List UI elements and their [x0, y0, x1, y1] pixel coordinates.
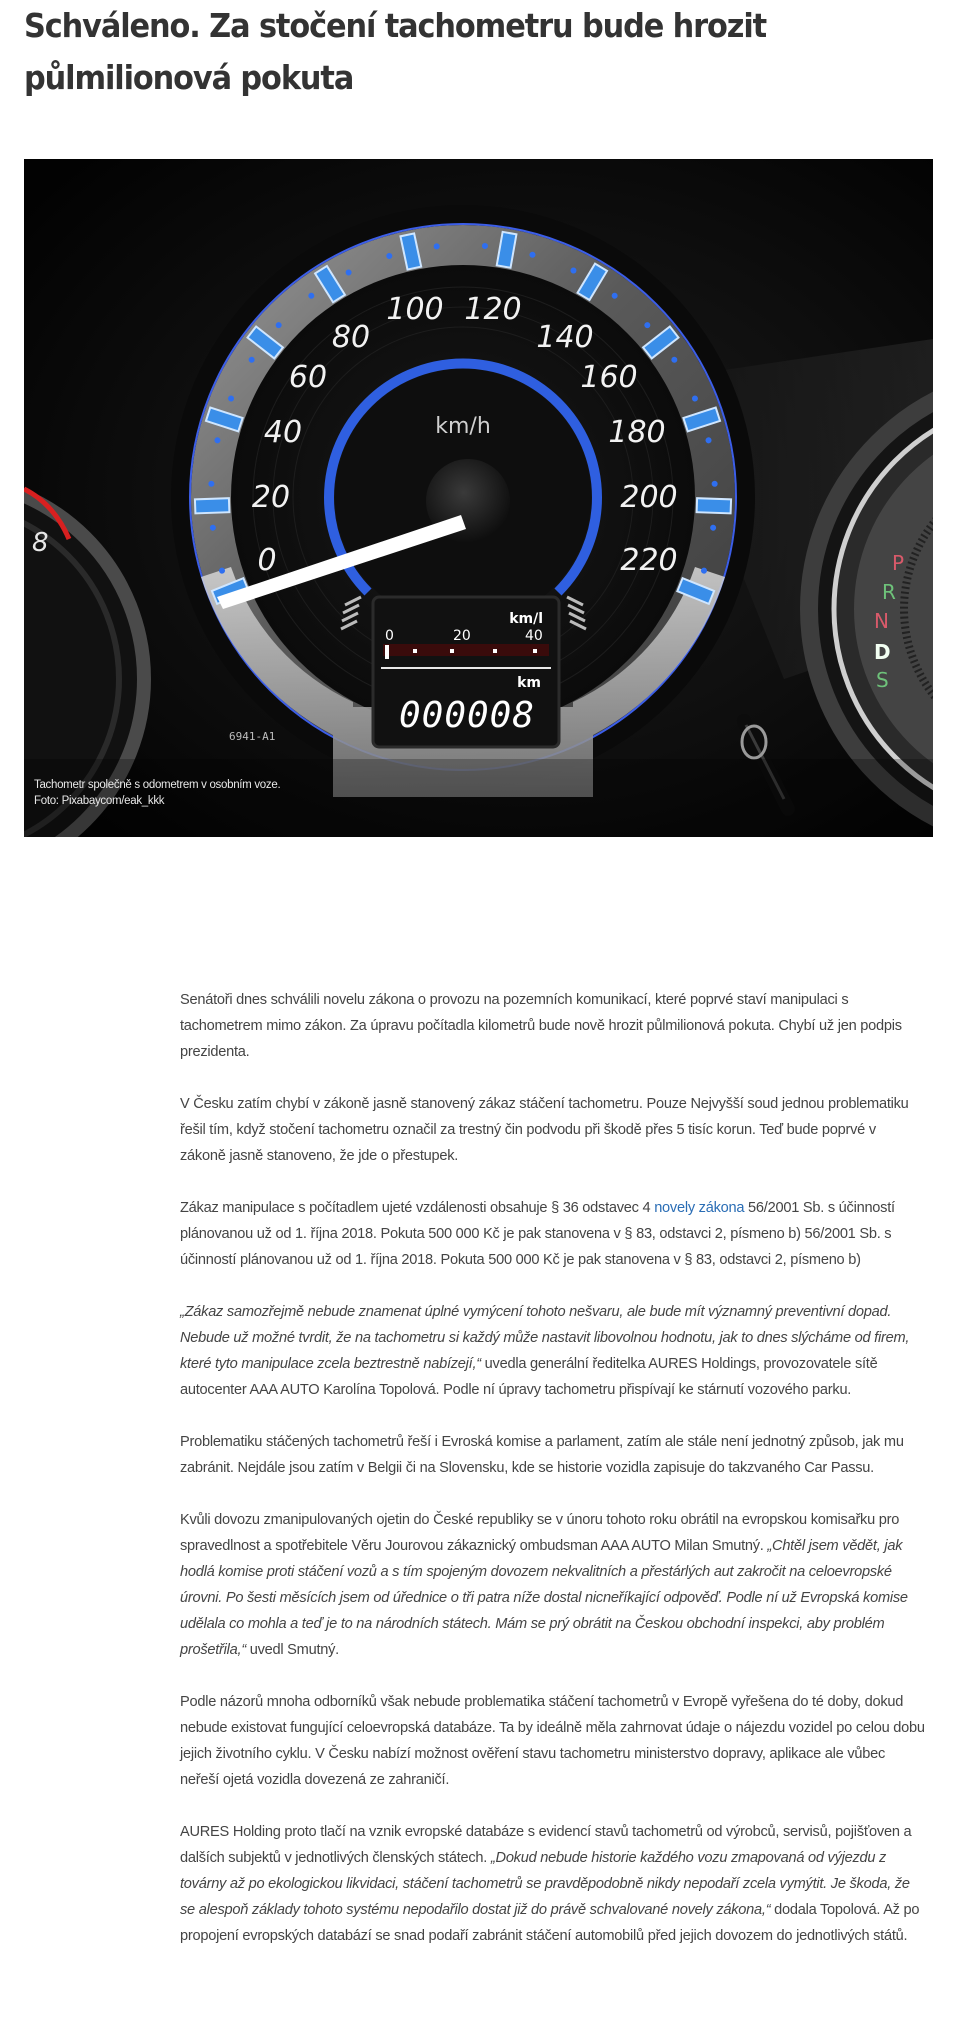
quote-text: „Chtěl jsem vědět, jak hodlá komise proti stáčení vozů a s tím spojeným dovozem nekvalitních a přestárlých aut zakročit na celoevropské úrovni. Po šesti měsících jsem od úřednice o tři patra níže dostal nicneříkající odpověď. Podle ní už Evropská komise udělala co mohla a teď je to na národních státech. Mám se prý obrátit na Českou obchodní inspekci, aby problém prošetřila,“	[180, 1538, 908, 1658]
gear-d: D	[874, 640, 891, 664]
svg-text:160: 160	[580, 360, 638, 395]
svg-text:220: 220	[620, 543, 678, 578]
svg-text:8: 8	[32, 528, 49, 558]
gear-n: N	[874, 609, 889, 633]
paragraph-text: Senátoři dnes schválili novelu zákona o provozu na pozemních komunikací, které poprvé staví manipulaci s tachometrem mimo zákon. Za úpravu počítadla kilometrů bude nově hrozit půlmilionová pokuta. Chybí už jen podpis prezidenta.	[180, 992, 902, 1060]
article-paragraph	[180, 1195, 925, 1273]
hero-image	[24, 159, 933, 837]
svg-text:40: 40	[263, 415, 303, 450]
speed-unit: km/h	[435, 414, 491, 439]
paragraph-text: Kvůli dovozu zmanipulovaných ojetin do České republiky se v únoru tohoto roku obrátil na evropskou komisařku pro spravedlnost a spotřebitele Věru Jourovou zákaznický ombudsman AAA AUTO Milan Smutný.	[180, 1512, 900, 1554]
quote-text: „Zákaz samozřejmě nebude znamenat úplné vymýcení tohoto nešvaru, ale bude mít významný preventivní dopad. Nebude už možné tvrdit, že na tachometru si každý může nastavit libovolnou hodnotu, jak to dnes slýcháme od firem, které tyto manipulace zcela beztrestně nabízejí,“	[180, 1304, 910, 1372]
svg-text:180: 180	[608, 415, 666, 450]
gear-r: R	[882, 580, 896, 604]
paragraph-text: Podle názorů mnoha odborníků však nebude problematika stáčení tachometrů v Evropě vyřešena do té doby, dokud nebude existovat fungující celoevropská databáze. Ta by ideálně měla zahrnovat údaje o nájezdu vozidel po celou dobu jejich životního cyklu. V Česku nabízí možnost ověření stavu tachometru ministerstvo dopravy, aplikace ale vůbec neřeší ojetá vozidla dovezená ze zahraničí.	[180, 1694, 925, 1788]
part-number: 6941-A1	[229, 730, 276, 743]
svg-text:40: 40	[525, 628, 543, 644]
article-paragraph	[180, 1819, 925, 1949]
svg-text:100: 100	[386, 292, 444, 327]
article-body	[180, 987, 925, 1975]
gear-s: S	[876, 668, 889, 692]
lcd-display	[373, 597, 559, 747]
paragraph-text: Problematiku stáčených tachometrů řeší i Evroská komise a parlament, zatím ale stále není jednotný způsob, jak mu zabránit. Nejdále jsou zatím v Belgii či na Slovensku, kde se historie vozidla zapisuje do takzvaného Car Passu.	[180, 1434, 904, 1476]
article-paragraph	[180, 1429, 925, 1481]
svg-text:0: 0	[257, 543, 277, 578]
paragraph-text: AURES Holding proto tlačí na vznik evropské databáze s evidencí stavů tachometrů od výrobců, servisů, pojišťoven a dalších subjektů v jednotlivých členských státech.	[180, 1824, 912, 1866]
article-paragraph	[180, 1299, 925, 1403]
article-paragraph	[180, 1507, 925, 1663]
odometer-value: 000008	[398, 695, 536, 736]
svg-text:km/l: km/l	[509, 611, 543, 627]
svg-text:60: 60	[288, 360, 328, 395]
article-paragraph	[180, 987, 925, 1065]
svg-text:80: 80	[331, 320, 371, 355]
gear-p: P	[892, 551, 905, 575]
paragraph-text: V Česku zatím chybí v zákoně jasně stanovený zákaz stáčení tachometru. Pouze Nejvyšší soud jednou problematiku řešil tím, když stočení tachometru označil za trestný čin podvodu při škodě přes 5 tisíc korun. Teď bude poprvé v zákoně jasně stanoveno, že jde o přestupek.	[180, 1096, 909, 1164]
svg-text:20: 20	[251, 480, 291, 515]
paragraph-text: Zákaz manipulace s počítadlem ujeté vzdálenosti obsahuje § 36 odstavec 4	[180, 1200, 655, 1216]
svg-text:120: 120	[464, 292, 522, 327]
paragraph-text: uvedla generální ředitelka AURES Holdings, provozovatele sítě autocenter AAA AUTO Karolína Topolová. Podle ní úpravy tachometru přispívají ke stárnutí vozového parku.	[180, 1356, 878, 1398]
article-paragraph	[180, 1091, 925, 1169]
svg-text:140: 140	[536, 320, 594, 355]
paragraph-text: 56/2001 Sb. s účinností plánovanou už od 1. října 2018. Pokuta 500 000 Kč je pak stanovena v § 83, odstavci 2, písmeno b) 56/2001 Sb. s účinností plánovanou už od 1. října 2018. Pokuta 500 000 Kč je pak stanovena v § 83, odstavci 2, písmeno b)	[180, 1200, 895, 1268]
image-caption: Tachometr společně s odometrem v osobním voze. Foto: Pixabaycom/eak_kkk	[34, 779, 281, 807]
paragraph-text: dodala Topolová. Až po propojení evropských databází se snad podaří zabránit stáčení automobilů před jejich dovozem do jednotlivých států.	[180, 1902, 920, 1944]
svg-text:200: 200	[620, 480, 678, 515]
law-amendment-link[interactable]: novely zákona	[654, 1200, 745, 1216]
svg-text:20: 20	[453, 628, 471, 644]
quote-text: „Dokud nebude historie každého vozu zmapovaná od výjezdu z továrny až po ekologickou likvidaci, stáčení tachometrů se pravděpodobně nikdy nepodaří zcela vymýtit. Je škoda, že se alespoň základy tohoto systému nepodařilo dostat již do právě schvalované novely zákona,“	[180, 1850, 910, 1918]
article-title: Schváleno. Za stočení tachometru bude hrozit půlmilionová pokuta	[24, 6, 767, 97]
svg-text:km: km	[517, 675, 541, 691]
svg-text:0: 0	[385, 628, 394, 644]
paragraph-text: uvedl Smutný.	[245, 1642, 339, 1658]
article-paragraph	[180, 1689, 925, 1793]
speedometer-photo	[24, 159, 933, 837]
